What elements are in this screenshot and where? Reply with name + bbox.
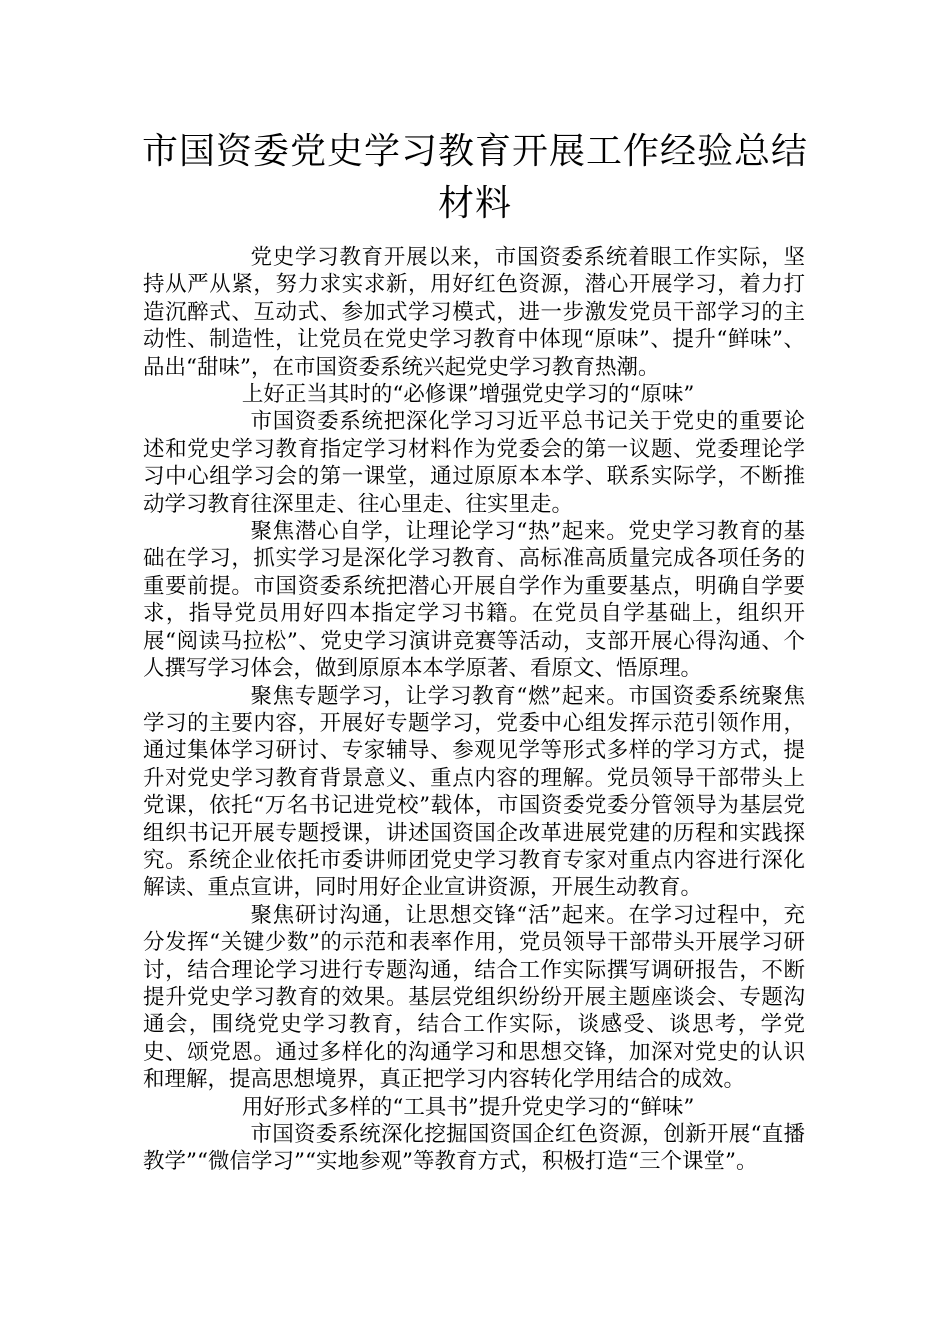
section-heading-2: 用好形式多样的“工具书”提升党史学习的“鲜味” bbox=[241, 1094, 695, 1120]
paragraph-self-study: 聚焦潜心自学，让理论学习“热”起来。党史学习教育的基础在学习，抓实学习是深化学习教育、高标准高质量完成各项任务的重要前提。市国资委系统把潜心开展自学作为重要基点，明确自学要求，指导党员用好四本指定学习书籍。在党员自学基础上，组织开展“阅读马拉松”、党史学习演讲竞赛等活动，支部开展心得沟通、个人撰写学习体会，做到原原本本学原著、看原文、悟原理。 bbox=[143, 519, 805, 682]
document-title: 市国资委党史学习教育开展工作经验总结材料 bbox=[141, 131, 808, 224]
paragraph-topic-study: 聚焦专题学习，让学习教育“燃”起来。市国资委系统聚焦学习的主要内容，开展好专题学习，党委中心组发挥示范引领作用，通过集体学习研讨、专家辅导、参观见学等形式多样的学习方式，提升对党史学习教育背景意义、重点内容的理解。党员领导干部带头上党课，依托“万名书记进党校”载体，市国资委党委分管领导为基层党组织书记开展专题授课，讲述国资国企改革进展党建的历程和实践探究。系统企业依托市委讲师团党史学习教育专家对重点内容进行深化解读、重点宣讲，同时用好企业宣讲资源，开展生动教育。 bbox=[143, 683, 805, 901]
paragraph-intro: 党史学习教育开展以来，市国资委系统着眼工作实际，坚持从严从紧，努力求实求新，用好红色资源，潜心开展学习，着力打造沉醉式、互动式、参加式学习模式，进一步激发党员干部学习的主动性、制造性，让党员在党史学习教育中体现“原味”、提升“鲜味”、品出“甜味”，在市国资委系统兴起党史学习教育热潮。 bbox=[143, 245, 805, 380]
paragraph-section2-overview: 市国资委系统深化挖掘国资国企红色资源，创新开展“直播教学”“微信学习”“实地参观”等教育方式，积极打造“三个课堂”。 bbox=[143, 1122, 805, 1175]
paragraph-section1-overview: 市国资委系统把深化学习习近平总书记关于党史的重要论述和党史学习教育指定学习材料作为党委会的第一议题、党委理论学习中心组学习会的第一课堂，通过原原本本学、联系实际学，不断推动学习教育往深里走、往心里走、往实里走。 bbox=[143, 409, 805, 517]
document-body bbox=[143, 244, 805, 1176]
section-heading-1: 上好正当其时的“必修课”增强党史学习的“原味” bbox=[241, 382, 695, 408]
paragraph-discussion: 聚焦研讨沟通，让思想交锋“活”起来。在学习过程中，充分发挥“关键少数”的示范和表率作用，党员领导干部带头开展学习研讨，结合理论学习进行专题沟通，结合工作实际撰写调研报告，不断提升党史学习教育的效果。基层党组织纷纷开展主题座谈会、专题沟通会，围绕党史学习教育，结合工作实际，谈感受、谈思考，学党史、颂党恩。通过多样化的沟通学习和思想交锋，加深对党史的认识和理解，提高思想境界，真正把学习内容转化学用结合的成效。 bbox=[143, 902, 805, 1093]
